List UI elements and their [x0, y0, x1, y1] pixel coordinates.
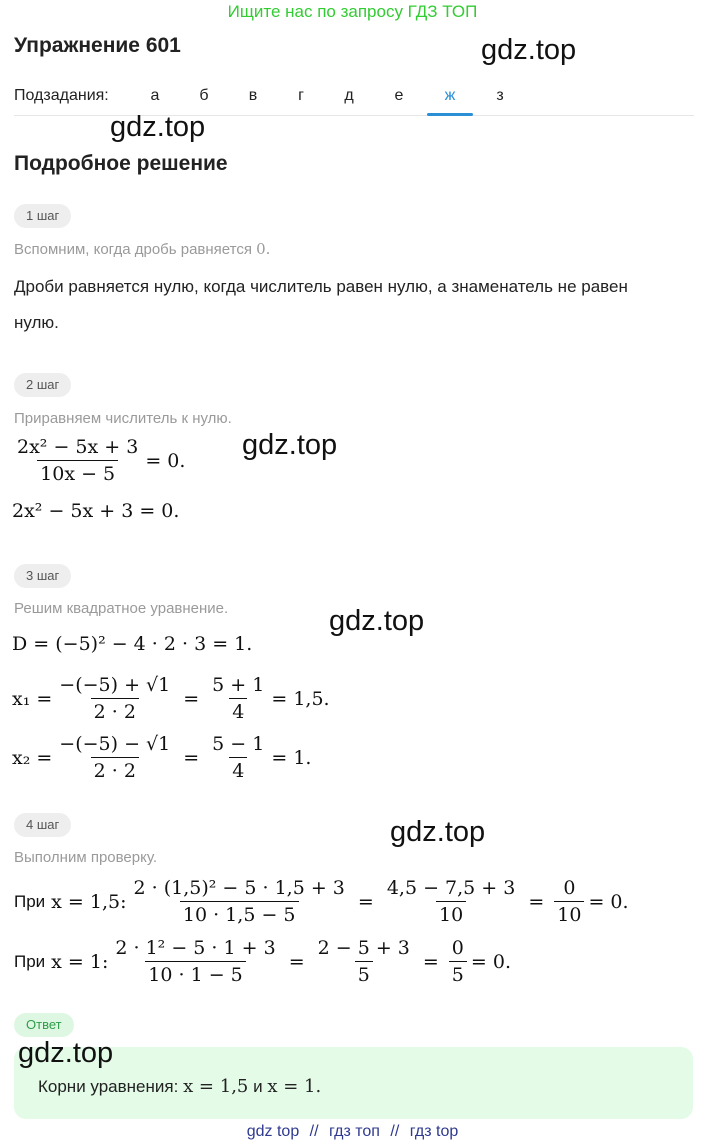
equals-sign: = [183, 687, 200, 710]
numerator: 0 [563, 877, 576, 899]
numerator: 5 + 1 [212, 674, 265, 696]
root-2-result: = 1. [271, 746, 312, 769]
fraction [449, 937, 467, 986]
equals-sign: = [357, 890, 374, 913]
step-1-hint-text: Вспомним, когда дробь равняется [14, 241, 252, 258]
page-title: Упражнение 601 [14, 34, 181, 57]
footer-link-1[interactable]: gdz top [246, 1123, 300, 1140]
active-tab-indicator [427, 113, 473, 116]
denominator: 10 · 1,5 − 5 [180, 901, 299, 926]
step-2-hint: Приравняем числитель к нулю. [14, 410, 232, 427]
footer-separator: // [309, 1123, 319, 1140]
step-3-discriminant: D = (−5)² − 4 · 2 · 3 = 1. [12, 633, 253, 655]
fraction [209, 674, 267, 723]
root-1-lhs: x₁ = [12, 687, 53, 710]
numerator: 2 · 1² − 5 · 1 + 3 [115, 937, 276, 959]
step-4-hint: Выполним проверку. [14, 849, 158, 866]
denominator: 4 [229, 757, 247, 782]
watermark: gdz.top [390, 816, 486, 848]
check-1-x: x = 1,5: [51, 890, 127, 913]
answer-text [38, 1076, 321, 1097]
equals-sign: = [183, 746, 200, 769]
step-2-equation-1 [10, 436, 185, 485]
numerator: 2x² − 5x + 3 [17, 436, 139, 458]
answer-badge: Ответ [14, 1013, 74, 1037]
denominator: 10x − 5 [37, 460, 118, 485]
numerator: −(−5) + √1 [59, 674, 171, 696]
subtask-tab-g[interactable]: г [298, 87, 304, 104]
fraction [209, 733, 267, 782]
denominator: 4 [229, 698, 247, 723]
fraction [56, 733, 173, 782]
step-1-text [14, 269, 694, 341]
step-2-equation-2: 2x² − 5x + 3 = 0. [12, 500, 180, 522]
fraction [554, 877, 584, 926]
equals-sign: = [288, 950, 305, 973]
fraction [56, 674, 173, 723]
subtask-tab-e[interactable]: е [394, 87, 404, 104]
fraction [131, 877, 348, 926]
denominator: 10 · 1 − 5 [145, 961, 245, 986]
numerator: 2 · (1,5)² − 5 · 1,5 + 3 [133, 877, 345, 899]
fraction [14, 436, 141, 485]
denominator: 5 [355, 961, 373, 986]
fraction [315, 937, 413, 986]
denominator: 2 · 2 [91, 757, 139, 782]
equals-sign: = [422, 950, 439, 973]
footer-separator: // [390, 1123, 400, 1140]
answer-root-1: x = 1,5 [183, 1076, 249, 1097]
solution-heading: Подробное решение [14, 152, 228, 175]
denominator: 10 [436, 901, 466, 926]
subtasks-label: Подзадания: [14, 87, 109, 104]
subtask-tab-zh[interactable]: ж [444, 87, 456, 104]
root-1-result: = 1,5. [271, 687, 330, 710]
watermark: gdz.top [329, 605, 425, 637]
check-1-result: = 0. [588, 890, 629, 913]
step-1-badge: 1 шаг [14, 204, 71, 228]
watermark: gdz.top [110, 111, 206, 143]
step-3-badge: 3 шаг [14, 564, 71, 588]
watermark: gdz.top [242, 429, 338, 461]
answer-and: и [253, 1077, 263, 1096]
numerator: 0 [451, 937, 464, 959]
step-1-hint-math: 0. [256, 240, 271, 258]
subtask-tab-d[interactable]: д [344, 87, 354, 104]
step-4-check-1 [14, 877, 629, 926]
check-2-x: x = 1: [51, 950, 109, 973]
step-2-badge: 2 шаг [14, 373, 71, 397]
numerator: 2 − 5 + 3 [317, 937, 410, 959]
subtask-tab-b[interactable]: б [199, 87, 209, 104]
watermark: gdz.top [18, 1037, 114, 1069]
step-1-text-line-2: нулю. [14, 313, 59, 332]
step-3-root-1 [12, 674, 330, 723]
check-1-prefix: При [14, 891, 46, 911]
step-3-root-2 [12, 733, 311, 782]
footer-links [0, 1123, 705, 1141]
denominator: 10 [554, 901, 584, 926]
subtask-tab-v[interactable]: в [248, 87, 258, 104]
fraction [112, 937, 278, 986]
step-4-check-2 [14, 937, 511, 986]
equation-rhs: = 0. [145, 449, 186, 472]
equals-sign: = [528, 890, 545, 913]
subtask-tab-a[interactable]: а [150, 87, 160, 104]
step-1-text-line-1: Дроби равняется нулю, когда числитель равен нулю, а знаменатель не равен [14, 277, 628, 296]
fraction [384, 877, 519, 926]
watermark: gdz.top [481, 34, 577, 66]
numerator: 5 − 1 [212, 733, 265, 755]
step-3-hint: Решим квадратное уравнение. [14, 600, 229, 617]
check-2-prefix: При [14, 951, 46, 971]
denominator: 5 [449, 961, 467, 986]
numerator: −(−5) − √1 [59, 733, 171, 755]
step-1-hint [14, 240, 270, 258]
denominator: 2 · 2 [91, 698, 139, 723]
footer-link-2[interactable]: гдз топ [329, 1123, 380, 1140]
numerator: 4,5 − 7,5 + 3 [386, 877, 516, 899]
answer-root-2: x = 1. [267, 1076, 322, 1097]
check-2-result: = 0. [470, 950, 511, 973]
search-banner: Ищите нас по запросу ГДЗ ТОП [227, 2, 478, 21]
answer-label: Корни уравнения: [38, 1077, 179, 1096]
step-4-badge: 4 шаг [14, 813, 71, 837]
root-2-lhs: x₂ = [12, 746, 53, 769]
footer-link-3[interactable]: гдз top [409, 1123, 459, 1140]
subtask-tab-z[interactable]: з [496, 87, 504, 104]
